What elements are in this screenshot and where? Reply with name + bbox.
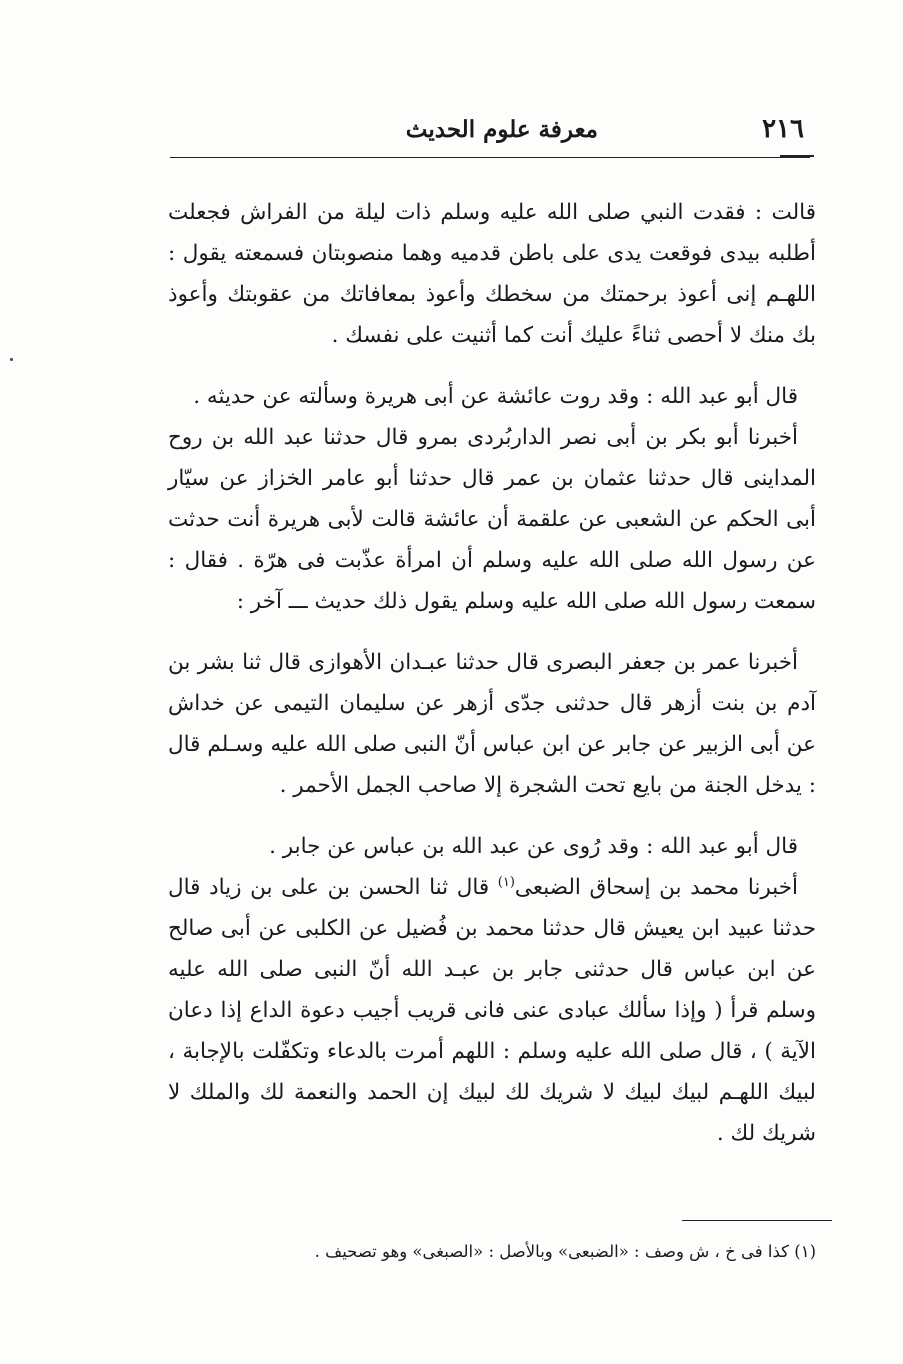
paragraph-4: أخبرنا عمر بن جعفر البصرى قال حدثنا عبـدان الأهوازى قال ثنا بشر بن آدم بن بنت أزهر قال حدثنى جدّى أزهر عن سليمان التيمى عن خداش عن أبى الزبير عن جابر عن ابن عباس أنّ النبى صلى الله عليه وسـلم قال : يدخل الجنة من بايع تحت الشجرة إلا صاحب الجمل الأحمر . — [168, 650, 816, 798]
paragraph-6 — [168, 867, 816, 1154]
footnote-marker: (١) — [497, 874, 515, 890]
page-header — [150, 108, 818, 152]
scan-speck — [10, 358, 13, 361]
paragraph-1: قالت : فقدت النبي صلى الله عليه وسلم ذات ليلة من الفراش فجعلت أطلبه بيدى فوقعت يدى على باطن قدميه وهما منصوبتان فسمعته يقول : اللهـم إنى أعوذ برحمتك من سخطك وأعوذ بمعافاتك من عقوبتك وأعوذ بك منك لا أحصى ثناءً عليك أنت كما أثنيت على نفسك . — [168, 200, 816, 348]
header-rule-accent — [780, 155, 814, 157]
footnote: (١) كذا فى خ ، ش وصف : «الضبعى» وبالأصل : «الصبغى» وهو تصحيف . — [314, 1242, 816, 1261]
paragraph-3: أخبرنا أبو بكر بن أبى نصر الداربُردى بمرو قال حدثنا عبد الله بن روح المداينى قال حدثنا عثمان بن عمر قال حدثنا أبو عامر الخزاز عن سيّار أبى الحكم عن الشعبى عن علقمة أن عائشة قالت لأبى هريرة أنت حدثت عن رسول الله صلى الله عليه وسلم أن امرأة عذّبت فى هرّة . فقال : سمعت رسول الله صلى الله عليه وسلم يقول ذلك حديث ـــ آخر : — [168, 425, 816, 614]
paragraph-6-rest: قال ثنا الحسن بن على بن زياد قال حدثنا عبيد ابن يعيش قال حدثنا محمد بن فُضيل عن الكلبى عن أبى صالح عن ابن عباس قال حدثنى جابر بن عبـد الله أنّ النبى صلى الله عليه وسلم قرأ ( وإذا سألك عبادى عنى فانى قريب أجيب دعوة الداع إذا دعان الآية ) ، قال صلى الله عليه وسلم : اللهم أمرت بالدعاء وتكفّلت بالإجابة ، لبيك اللهـم لبيك لبيك لا شريك لك لبيك إن الحمد والنعمة لك والملك لا شريك لك . — [168, 875, 816, 1146]
paragraph-2: قال أبو عبد الله : وقد روت عائشة عن أبى هريرة وسألته عن حديثه . — [193, 384, 798, 409]
page-number: ٢١٦ — [762, 114, 804, 144]
footnote-rule — [682, 1220, 832, 1221]
paragraph-6-start: أخبرنا محمد بن إسحاق الضبعى — [514, 875, 798, 900]
paragraph-5: قال أبو عبد الله : وقد رُوى عن عبد الله بن عباس عن جابر . — [269, 834, 798, 859]
header-rule — [170, 157, 810, 158]
body-text — [168, 192, 816, 1154]
running-title: معرفة علوم الحديث — [405, 116, 598, 143]
